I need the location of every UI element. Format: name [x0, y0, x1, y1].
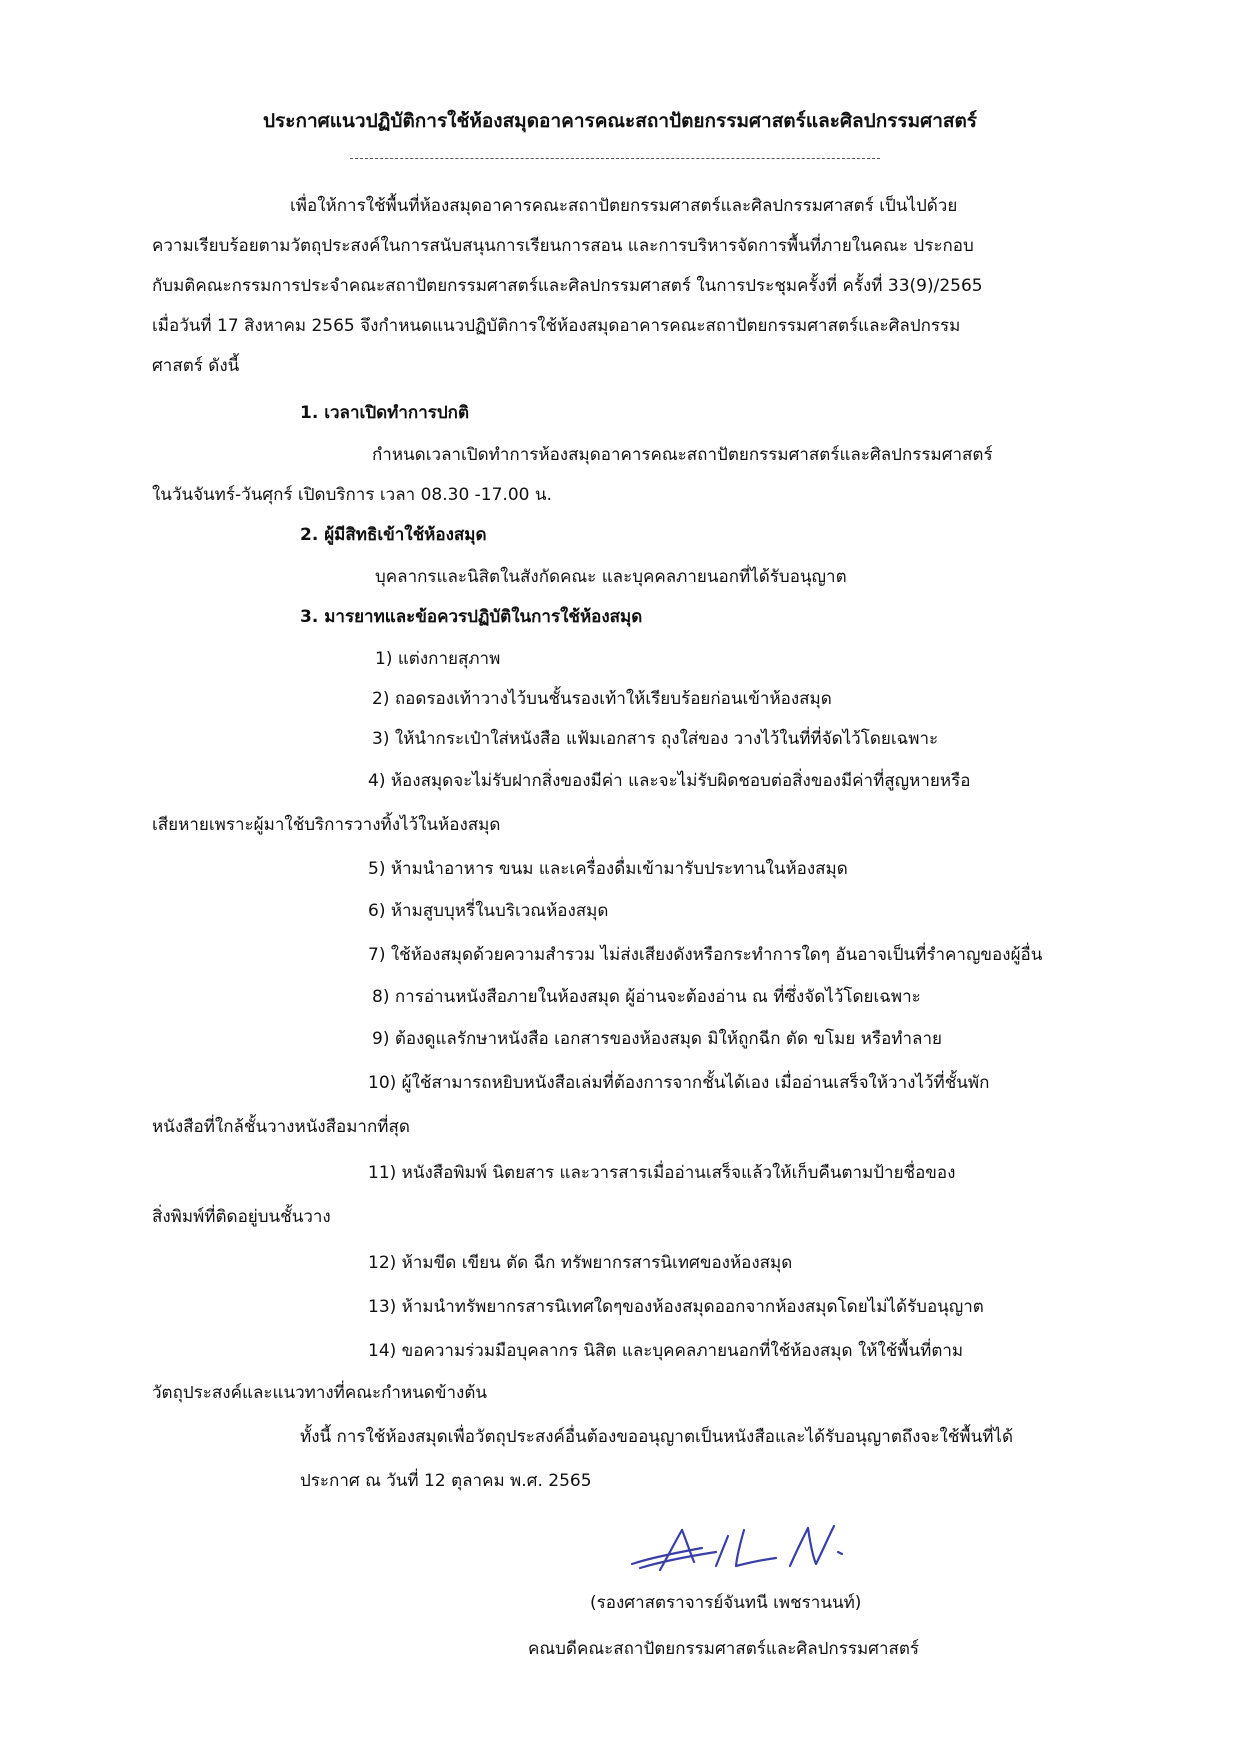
rule-item-continuation: หนังสือที่ใกล้ชั้นวางหนังสือมากที่สุด — [152, 1117, 410, 1137]
rule-item: 2) ถอดรองเท้าวางไว้บนชั้นรองเท้าให้เรียบร้อยก่อนเข้าห้องสมุด — [372, 689, 832, 709]
intro-line: ความเรียบร้อยตามวัตถุประสงค์ในการสนับสนุนการเรียนการสอน และการบริหารจัดการพื้นที่ภายในคณะ ประกอบ — [152, 236, 974, 256]
intro-line: เมื่อวันที่ 17 สิงหาคม 2565 จึงกำหนดแนวปฏิบัติการใช้ห้องสมุดอาคารคณะสถาปัตยกรรมศาสตร์และศิลปกรรม — [152, 316, 961, 336]
announcement-date: ประกาศ ณ วันที่ 12 ตุลาคม พ.ศ. 2565 — [300, 1471, 592, 1491]
title-divider — [350, 158, 880, 159]
rule-item: 3) ให้นำกระเป๋าใส่หนังสือ แฟ้มเอกสาร ถุงใส่ของ วางไว้ในที่ที่จัดไว้โดยเฉพาะ — [372, 729, 939, 749]
signer-position: คณบดีคณะสถาปัตยกรรมศาสตร์และศิลปกรรมศาสตร์ — [528, 1639, 920, 1659]
rule-item: 8) การอ่านหนังสือภายในห้องสมุด ผู้อ่านจะต้องอ่าน ณ ที่ซึ่งจัดไว้โดยเฉพาะ — [372, 987, 921, 1007]
intro-line: กับมติคณะกรรมการประจำคณะสถาปัตยกรรมศาสตร์และศิลปกรรมศาสตร์ ในการประชุมครั้งที่ ครั้งที่ 33(9)/2565 — [152, 276, 983, 296]
rule-item: 6) ห้ามสูบบุหรี่ในบริเวณห้องสมุด — [368, 901, 609, 921]
rule-item: 12) ห้ามขีด เขียน ตัด ฉีก ทรัพยากรสารนิเทศของห้องสมุด — [368, 1253, 793, 1273]
intro-line: เพื่อให้การใช้พื้นที่ห้องสมุดอาคารคณะสถาปัตยกรรมศาสตร์และศิลปกรรมศาสตร์ เป็นไปด้วย — [290, 196, 958, 216]
rule-item-continuation: เสียหายเพราะผู้มาใช้บริการวางทิ้งไว้ในห้องสมุด — [152, 815, 501, 835]
rule-item-continuation: สิ่งพิมพ์ที่ติดอยู่บนชั้นวาง — [152, 1207, 331, 1227]
document-title: ประกาศแนวปฏิบัติการใช้ห้องสมุดอาคารคณะสถาปัตยกรรมศาสตร์และศิลปกรรมศาสตร์ — [262, 110, 978, 132]
intro-line: ศาสตร์ ดังนี้ — [152, 356, 240, 376]
section-1-heading: 1. เวลาเปิดทำการปกติ — [300, 403, 470, 423]
section-2-line: บุคลากรและนิสิตในสังกัดคณะ และบุคคลภายนอกที่ได้รับอนุญาต — [375, 567, 847, 587]
rule-item: 11) หนังสือพิมพ์ นิตยสาร และวารสารเมื่ออ่านเสร็จแล้วให้เก็บคืนตามป้ายชื่อของ — [368, 1163, 956, 1183]
rule-item: 10) ผู้ใช้สามารถหยิบหนังสือเล่มที่ต้องการจากชั้นได้เอง เมื่ออ่านเสร็จให้วางไว้ที่ชั้นพัก — [368, 1073, 990, 1093]
rule-item: 7) ใช้ห้องสมุดด้วยความสำรวม ไม่ส่งเสียงดังหรือกระทำการใดๆ อันอาจเป็นที่รำคาญของผู้อื่น — [368, 945, 1043, 965]
section-2-heading: 2. ผู้มีสิทธิเข้าใช้ห้องสมุด — [300, 525, 487, 545]
rule-item: 14) ขอความร่วมมือบุคลากร นิสิต และบุคคลภายนอกที่ใช้ห้องสมุด ให้ใช้พื้นที่ตาม — [368, 1341, 964, 1361]
section-1-line: ในวันจันทร์-วันศุกร์ เปิดบริการ เวลา 08.30 -17.00 น. — [152, 485, 552, 505]
rule-item-continuation: วัตถุประสงค์และแนวทางที่คณะกำหนดข้างต้น — [152, 1383, 487, 1403]
closing-statement: ทั้งนี้ การใช้ห้องสมุดเพื่อวัตถุประสงค์อื่นต้องขออนุญาตเป็นหนังสือและได้รับอนุญาตถึงจะใช้พื้นที่ได้ — [300, 1427, 1014, 1447]
signature-image — [620, 1512, 850, 1582]
rule-item: 13) ห้ามนำทรัพยากรสารนิเทศใดๆของห้องสมุดออกจากห้องสมุดโดยไม่ได้รับอนุญาต — [368, 1297, 984, 1317]
section-1-line: กำหนดเวลาเปิดทำการห้องสมุดอาคารคณะสถาปัตยกรรมศาสตร์และศิลปกรรมศาสตร์ — [372, 445, 993, 465]
signer-name: (รองศาสตราจารย์จันทนี เพชรานนท์) — [590, 1593, 862, 1613]
section-3-heading: 3. มารยาทและข้อควรปฏิบัติในการใช้ห้องสมุด — [300, 607, 643, 627]
rule-item: 1) แต่งกายสุภาพ — [375, 649, 501, 669]
rule-item: 4) ห้องสมุดจะไม่รับฝากสิ่งของมีค่า และจะไม่รับผิดชอบต่อสิ่งของมีค่าที่สูญหายหรือ — [368, 771, 971, 791]
rule-item: 5) ห้ามนำอาหาร ขนม และเครื่องดื่มเข้ามารับประทานในห้องสมุด — [368, 859, 848, 879]
rule-item: 9) ต้องดูแลรักษาหนังสือ เอกสารของห้องสมุด มิให้ถูกฉีก ตัด ขโมย หรือทำลาย — [372, 1029, 942, 1049]
